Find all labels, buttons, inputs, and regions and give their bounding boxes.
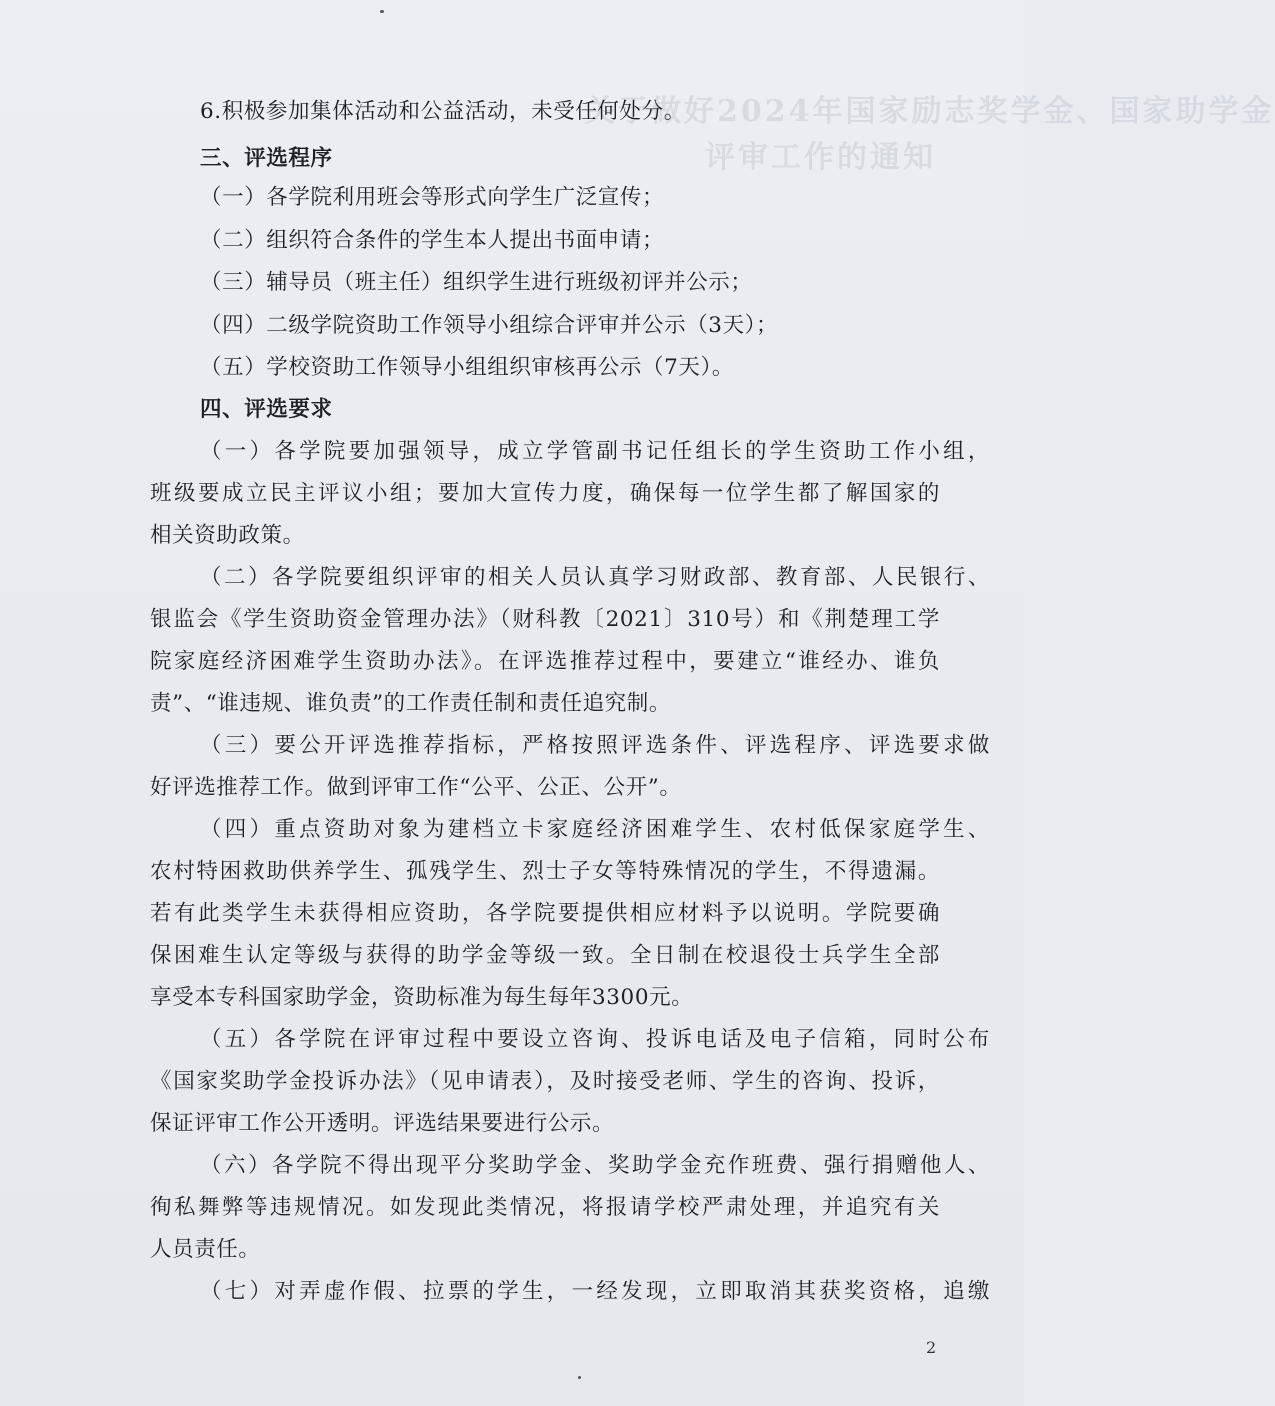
body-line: 好评选推荐工作。做到评审工作“公平、公正、公开”。: [150, 775, 682, 800]
body-line: （七）对弄虚作假、拉票的学生，一经发现，立即取消其获奖资格，追缴: [200, 1279, 990, 1304]
page-number: 2: [926, 1338, 937, 1357]
body-line: 徇私舞弊等违规情况。如发现此类情况，将报请学校严肃处理，并追究有关: [150, 1195, 940, 1220]
body-line: 银监会《学生资助资金管理办法》（财科教〔2021〕310号）和《荆楚理工学: [150, 607, 940, 632]
section-heading: 三、评选程序: [200, 146, 333, 171]
body-line: （五）各学院在评审过程中要设立咨询、投诉电话及电子信箱，同时公布: [200, 1027, 990, 1052]
body-line: 班级要成立民主评议小组；要加大宣传力度，确保每一位学生都了解国家的: [150, 481, 940, 506]
section-heading: 四、评选要求: [200, 397, 333, 422]
bleed-through-subtitle: 评审工作的通知: [705, 140, 936, 175]
body-line: （二）组织符合条件的学生本人提出书面申请；: [200, 228, 665, 253]
body-line: （四）重点资助对象为建档立卡家庭经济困难学生、农村低保家庭学生、: [200, 817, 990, 842]
body-line: （一）各学院要加强领导，成立学管副书记任组长的学生资助工作小组，: [200, 439, 990, 464]
body-line: 人员责任。: [150, 1237, 261, 1262]
body-line: 保证评审工作公开透明。评选结果要进行公示。: [150, 1111, 615, 1136]
body-line: 院家庭经济困难学生资助办法》。在评选推荐过程中，要建立“谁经办、谁负: [150, 649, 940, 674]
bleed-through-title: 关于做好2024年国家励志奖学金、国家助学金: [585, 94, 1275, 129]
scan-speck: [380, 10, 384, 13]
body-line: 相关资助政策。: [150, 523, 305, 548]
body-line: （二）各学院要组织评审的相关人员认真学习财政部、教育部、人民银行、: [200, 565, 990, 590]
body-line: （三）辅导员（班主任）组织学生进行班级初评并公示；: [200, 270, 753, 295]
body-line: 若有此类学生未获得相应资助，各学院要提供相应材料予以说明。学院要确: [150, 901, 940, 926]
body-line: 享受本专科国家助学金，资助标准为每生每年3300元。: [150, 985, 694, 1010]
body-line: （一）各学院利用班会等形式向学生广泛宣传；: [200, 185, 665, 210]
body-line: （六）各学院不得出现平分奖助学金、奖助学金充作班费、强行捐赠他人、: [200, 1153, 990, 1178]
body-line: 《国家奖助学金投诉办法》（见申请表），及时接受老师、学生的咨询、投诉，: [150, 1069, 940, 1094]
body-line: （三）要公开评选推荐指标，严格按照评选条件、评选程序、评选要求做: [200, 733, 990, 758]
scan-speck: [578, 1376, 581, 1379]
body-line: （五）学校资助工作领导小组组织审核再公示（7天）。: [200, 355, 734, 380]
body-line: 6.积极参加集体活动和公益活动，未受任何处分。: [200, 99, 686, 124]
body-line: （四）二级学院资助工作领导小组综合评审并公示（3天）；: [200, 313, 779, 338]
body-line: 农村特困救助供养学生、孤残学生、烈士子女等特殊情况的学生，不得遗漏。: [150, 859, 940, 884]
body-line: 保困难生认定等级与获得的助学金等级一致。全日制在校退役士兵学生全部: [150, 943, 940, 968]
body-line: 责”、“谁违规、谁负责”的工作责任制和责任追究制。: [150, 691, 671, 716]
